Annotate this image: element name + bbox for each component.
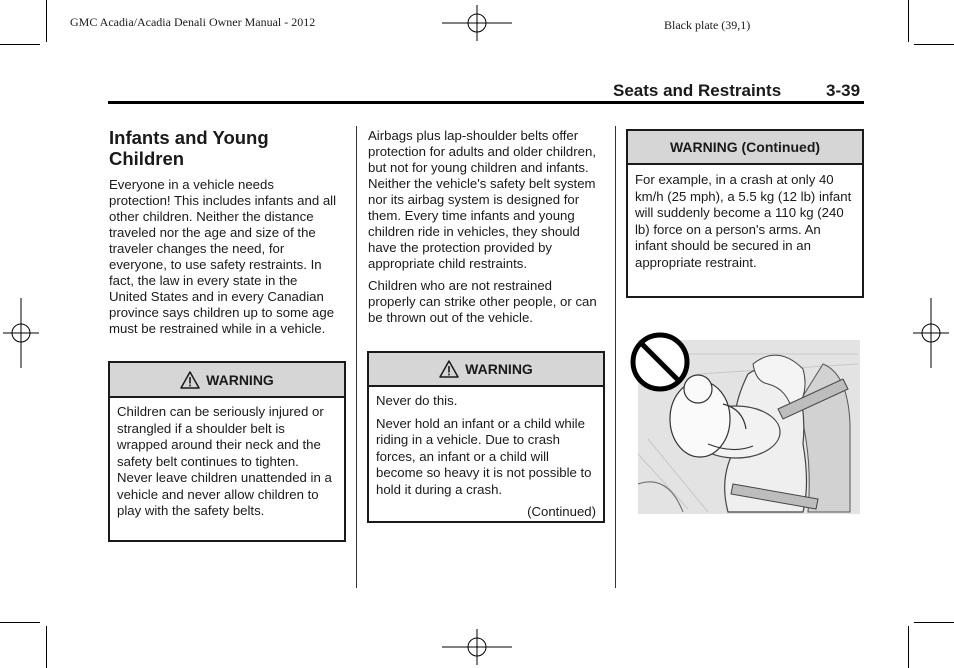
header-rule bbox=[108, 101, 864, 104]
intro-paragraph: Everyone in a vehicle needs protection! This includes infants and all other children. Neither the distance traveled nor the age and size of the traveler changes the need, for everyone, to use safety restraints. In fact, the law in every state in the United States and in every Canadian province says children up to some age must be restrained while in a vehicle. bbox=[109, 177, 337, 336]
warning-title: WARNING bbox=[206, 371, 274, 388]
registration-mark-right bbox=[912, 296, 950, 370]
warning-box-holding-infant bbox=[367, 351, 605, 523]
continued-label: (Continued) bbox=[527, 504, 596, 519]
warning-triangle-icon bbox=[439, 360, 459, 378]
running-header-left: GMC Acadia/Acadia Denali Owner Manual - 2012 bbox=[70, 15, 316, 29]
restraint-paragraph: Children who are not restrained properly can strike other people, or can be thrown out of the vehicle. bbox=[368, 278, 597, 325]
warning-title: WARNING (Continued) bbox=[669, 139, 821, 155]
column-divider bbox=[356, 126, 357, 588]
registration-mark-top bbox=[440, 4, 514, 42]
warning-header bbox=[110, 363, 344, 398]
column-2-text bbox=[368, 128, 600, 326]
article-title: Infants and Young Children bbox=[109, 127, 269, 169]
column-divider bbox=[615, 126, 616, 588]
page-number: 3-39 bbox=[826, 81, 861, 100]
registration-mark-left bbox=[2, 296, 40, 370]
warning-header bbox=[369, 353, 603, 387]
warning-text: For example, in a crash at only 40 km/h (25 mph), a 5.5 kg (12 lb) infant will suddenly become a 110 kg (240 lb) force on a person's arms. An infant should be secured in an appropriate restraint. bbox=[635, 172, 852, 270]
warning-box-continued bbox=[626, 129, 864, 298]
warning-title: WARNING bbox=[465, 361, 533, 377]
warning-triangle-icon bbox=[180, 371, 200, 389]
prohibited-icon bbox=[628, 330, 692, 394]
section-title: Seats and Restraints bbox=[613, 81, 782, 100]
warning-body bbox=[628, 165, 862, 271]
warning-box-strangulation bbox=[108, 361, 346, 542]
running-header-right: Black plate (39,1) bbox=[664, 18, 751, 32]
warning-line-1: Never do this. bbox=[376, 393, 458, 408]
warning-body bbox=[369, 387, 603, 521]
warning-text: Children can be seriously injured or strangled if a shoulder belt is wrapped around their neck and the safety belt continues to tighten. Never leave children unattended in a vehicle and never allow children to play with the safety belts. bbox=[117, 404, 332, 518]
registration-mark-bottom bbox=[440, 628, 514, 666]
airbag-paragraph: Airbags plus lap-shoulder belts offer protection for adults and older children, but not for young children and infants. Neither the vehicle's safety belt system nor its airbag system is designed for them. Every time infants and young children ride in vehicles, they should have the protection provided by appropriate child restraints. bbox=[368, 128, 596, 271]
warning-body bbox=[110, 398, 344, 520]
warning-line-2: Never hold an infant or a child while riding in a vehicle. Due to crash forces, an infant or a child will become so heavy it is not possible to hold it during a crash. bbox=[376, 415, 592, 497]
warning-header bbox=[628, 131, 862, 165]
column-1-text bbox=[109, 177, 337, 337]
